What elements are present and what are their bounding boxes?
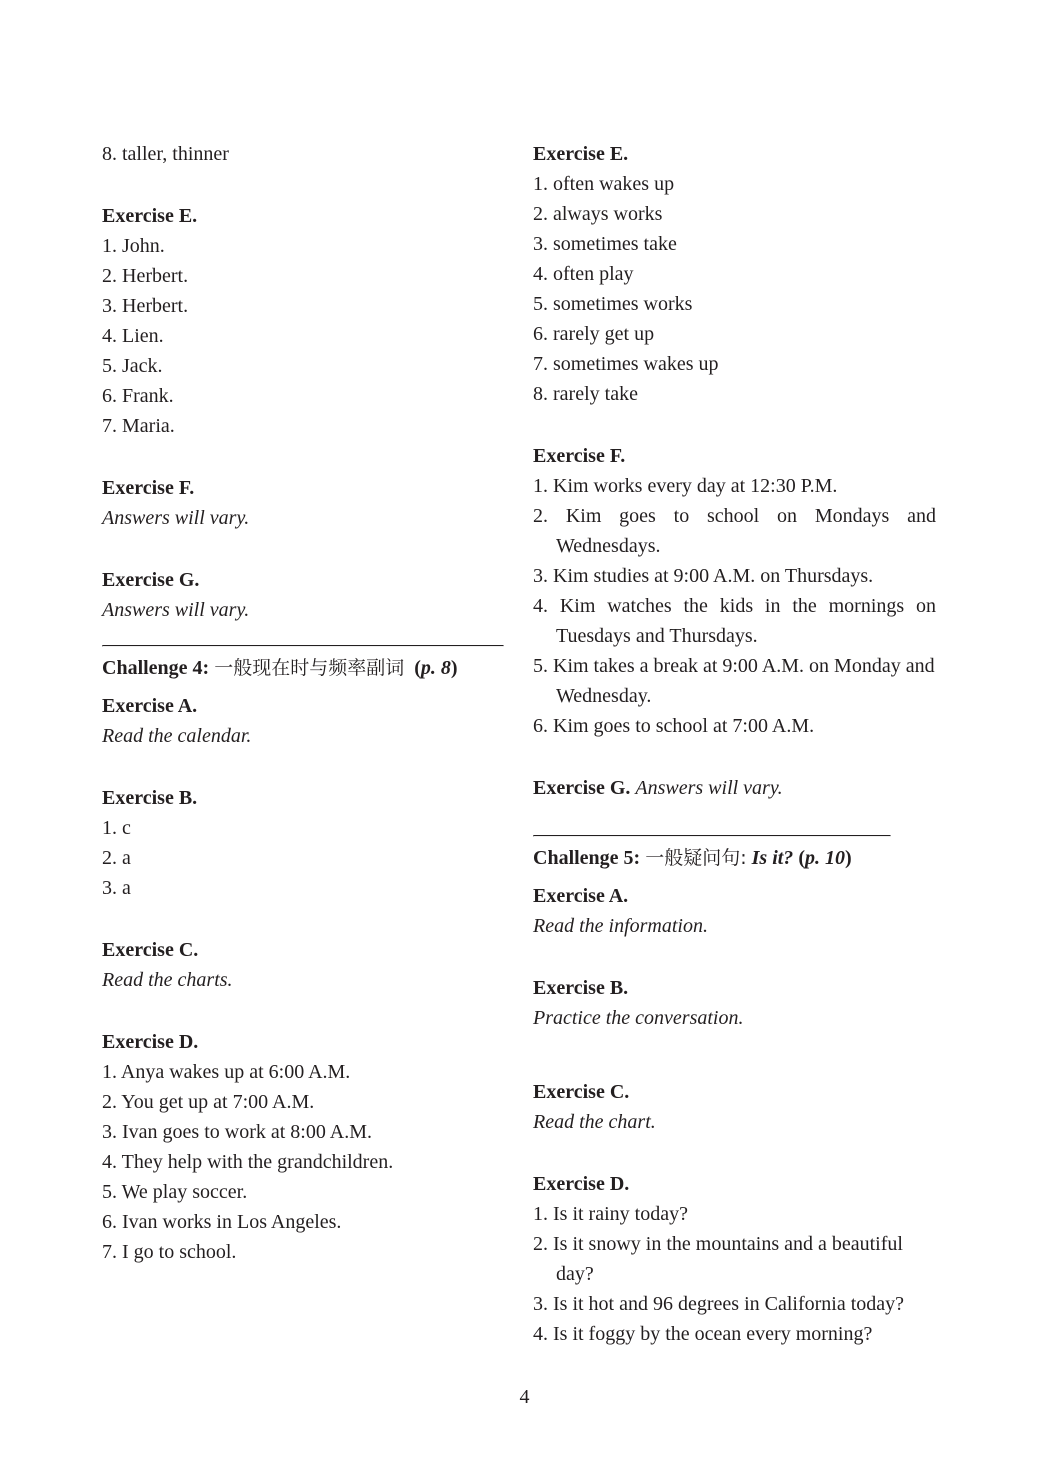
list-item: 3. Ivan goes to work at 8:00 A.M. bbox=[102, 1121, 372, 1143]
page-ref: p. 10 bbox=[804, 847, 845, 869]
list-item: 3. a bbox=[102, 877, 131, 899]
challenge-title: 一般现在时与频率副词 bbox=[214, 657, 405, 679]
list-item: 7. sometimes wakes up bbox=[533, 353, 719, 375]
list-item: 6. Kim goes to school at 7:00 A.M. bbox=[533, 715, 815, 737]
list-item: 3. Is it hot and 96 degrees in California today? bbox=[533, 1293, 905, 1315]
list-item: 7. Maria. bbox=[102, 415, 175, 437]
list-item: 2. always works bbox=[533, 203, 663, 225]
exercise-heading: Exercise C. bbox=[102, 939, 199, 961]
section-divider bbox=[102, 645, 504, 647]
page-ref: p. 8 bbox=[420, 657, 451, 679]
list-item: 1. c bbox=[102, 817, 131, 839]
left-column bbox=[102, 139, 504, 1267]
exercise-note: Read the calendar. bbox=[102, 725, 252, 747]
exercise-heading: Exercise G. bbox=[533, 777, 631, 799]
list-item: 3. sometimes take bbox=[533, 233, 677, 255]
exercise-heading: Exercise F. bbox=[102, 477, 195, 499]
exercise-note: Answers will vary. bbox=[102, 507, 250, 529]
right-column bbox=[533, 139, 936, 1349]
challenge-title: 一般疑问句: bbox=[645, 847, 747, 869]
list-item: 5. We play soccer. bbox=[102, 1181, 248, 1203]
challenge-question: Is it? bbox=[751, 847, 794, 869]
challenge-label: Challenge 4: bbox=[102, 657, 210, 679]
exercise-heading: Exercise D. bbox=[533, 1173, 630, 1195]
list-item: 1. John. bbox=[102, 235, 165, 257]
exercise-heading: Exercise A. bbox=[533, 885, 629, 907]
list-item: 1. often wakes up bbox=[533, 173, 675, 195]
list-item: 3. Herbert. bbox=[102, 295, 189, 317]
page-ref-open: ( bbox=[798, 847, 805, 869]
list-item: 7. I go to school. bbox=[102, 1241, 237, 1263]
exercise-heading: Exercise A. bbox=[102, 695, 198, 717]
list-item: 4. often play bbox=[533, 263, 634, 285]
list-item: 4. Is it foggy by the ocean every morning? bbox=[533, 1323, 873, 1345]
exercise-note: Read the charts. bbox=[102, 969, 233, 991]
exercise-heading: Exercise C. bbox=[533, 1081, 630, 1103]
list-item: 8. taller, thinner bbox=[102, 143, 229, 165]
list-item: 2. Kim goes to school on Mondays and Wednesdays. bbox=[533, 505, 936, 557]
list-item: 4. They help with the grandchildren. bbox=[102, 1151, 394, 1173]
exercise-note: Read the information. bbox=[533, 915, 708, 937]
exercise-note: Practice the conversation. bbox=[533, 1007, 744, 1029]
list-item: 2. a bbox=[102, 847, 131, 869]
list-item: 4. Kim watches the kids in the mornings on Tuesdays and Thursdays. bbox=[533, 595, 936, 647]
list-item: 6. rarely get up bbox=[533, 323, 655, 345]
list-item: 4. Lien. bbox=[102, 325, 164, 347]
list-item: 6. Ivan works in Los Angeles. bbox=[102, 1211, 342, 1233]
exercise-heading: Exercise G. bbox=[102, 569, 200, 591]
list-item: 2. You get up at 7:00 A.M. bbox=[102, 1091, 315, 1113]
exercise-note: Read the chart. bbox=[533, 1111, 656, 1133]
list-item: 6. Frank. bbox=[102, 385, 174, 407]
challenge-label: Challenge 5: bbox=[533, 847, 641, 869]
exercise-note: Answers will vary. bbox=[635, 777, 783, 799]
list-item: 5. sometimes works bbox=[533, 293, 693, 315]
exercise-heading: Exercise B. bbox=[102, 787, 198, 809]
exercise-heading: Exercise E. bbox=[102, 205, 198, 227]
challenge-heading bbox=[102, 653, 504, 683]
list-item: 1. Is it rainy today? bbox=[533, 1203, 688, 1225]
exercise-note: Answers will vary. bbox=[102, 599, 250, 621]
exercise-heading: Exercise D. bbox=[102, 1031, 199, 1053]
list-item: 5. Jack. bbox=[102, 355, 163, 377]
list-item: 1. Anya wakes up at 6:00 A.M. bbox=[102, 1061, 351, 1083]
page-number: 4 bbox=[519, 1386, 530, 1408]
page-ref-close: ) bbox=[844, 847, 852, 869]
page-ref-open: ( bbox=[414, 657, 421, 679]
exercise-heading: Exercise B. bbox=[533, 977, 629, 999]
list-item: 2. Is it snowy in the mountains and a beautiful day? bbox=[533, 1233, 903, 1285]
list-item: 3. Kim studies at 9:00 A.M. on Thursdays. bbox=[533, 565, 874, 587]
list-item: 8. rarely take bbox=[533, 383, 638, 405]
section-divider bbox=[533, 835, 891, 837]
list-item: 5. Kim takes a break at 9:00 A.M. on Monday and Wednesday. bbox=[533, 655, 935, 707]
list-item: 2. Herbert. bbox=[102, 265, 189, 287]
exercise-inline bbox=[533, 773, 936, 803]
list-item: 1. Kim works every day at 12:30 P.M. bbox=[533, 475, 838, 497]
challenge-heading bbox=[533, 843, 936, 873]
page-ref-close: ) bbox=[450, 657, 458, 679]
exercise-heading: Exercise E. bbox=[533, 143, 629, 165]
exercise-heading: Exercise F. bbox=[533, 445, 626, 467]
